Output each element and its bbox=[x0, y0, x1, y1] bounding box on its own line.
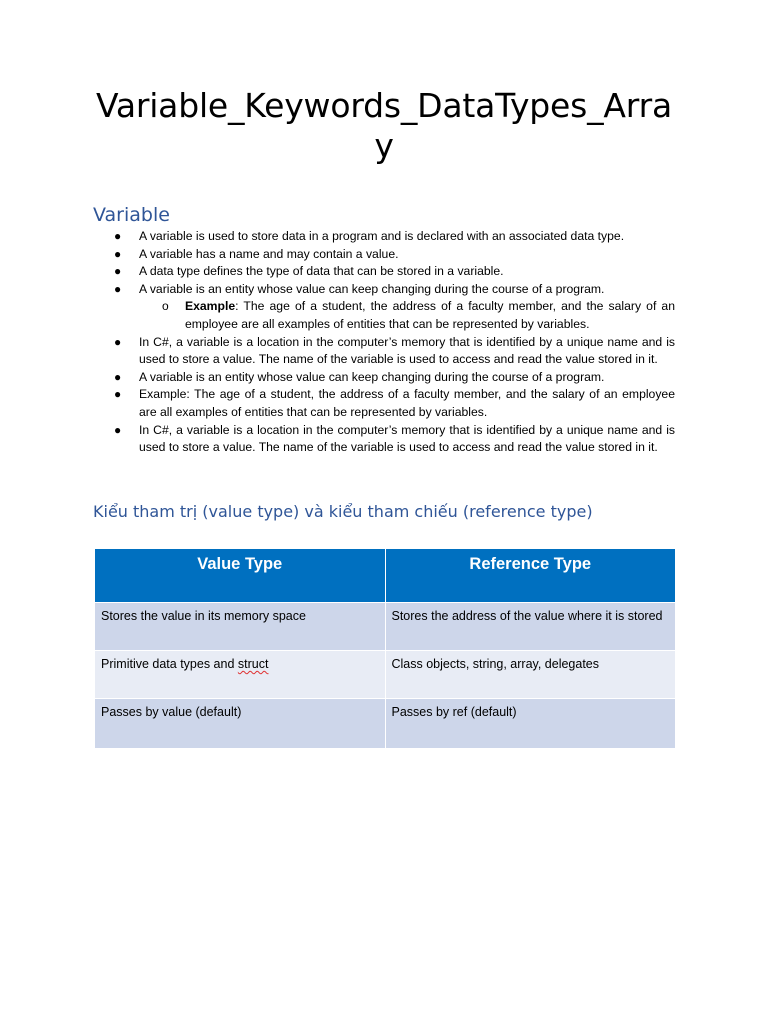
circle-bullet-icon: o bbox=[162, 299, 169, 314]
table-row bbox=[95, 699, 676, 749]
table-cell: Stores the address of the value where it is stored bbox=[385, 603, 676, 651]
section-heading-variable: Variable bbox=[93, 204, 170, 226]
bullet-icon: ● bbox=[114, 422, 122, 437]
table-cell: Stores the value in its memory space bbox=[95, 603, 386, 651]
table-header-row bbox=[95, 549, 676, 603]
section-heading-value-reference-types: Kiểu tham trị (value type) và kiểu tham chiếu (reference type) bbox=[93, 502, 593, 521]
bullet-icon: ● bbox=[114, 387, 122, 402]
bullet-item: ● A variable is used to store data in a program and is declared with an associated data type. bbox=[93, 228, 675, 246]
variable-bullet-list bbox=[93, 228, 675, 457]
bullet-item: ● A variable has a name and may contain a value. bbox=[93, 246, 675, 264]
bullet-item: ● A variable is an entity whose value can keep changing during the course of a program. bbox=[93, 369, 675, 387]
bullet-icon: ● bbox=[114, 229, 122, 243]
value-reference-type-table bbox=[94, 548, 676, 749]
bullet-item: ● In C#, a variable is a location in the computer’s memory that is identified by a unique name and is used to store a value. The name of the variable is used to access and read the value stored in it. bbox=[114, 334, 675, 367]
table-cell: Primitive data types and struct bbox=[95, 651, 386, 699]
table-header-value-type: Value Type bbox=[95, 549, 386, 603]
example-label: Example bbox=[185, 299, 236, 314]
bullet-icon: ● bbox=[114, 281, 122, 296]
table-row bbox=[95, 651, 676, 699]
bullet-item: ● A variable is an entity whose value can keep changing during the course of a program. o Example: The age of a student, the address of a faculty member, and the salary of an employee are all examples of entities that can be represented by variables. bbox=[93, 281, 675, 334]
bullet-icon: ● bbox=[114, 264, 122, 279]
bullet-item: ● A data type defines the type of data that can be stored in a variable. bbox=[93, 263, 675, 281]
bullet-icon: ● bbox=[114, 369, 122, 384]
bullet-item: ● Example: The age of a student, the address of a faculty member, and the salary of an employee are all examples of entities that can be represented by variables. bbox=[114, 387, 675, 419]
table-header-reference-type: Reference Type bbox=[385, 549, 676, 603]
spellcheck-underlined-word: struct bbox=[237, 657, 269, 671]
table-cell: Passes by ref (default) bbox=[385, 699, 676, 749]
bullet-icon: ● bbox=[114, 334, 122, 349]
bullet-icon: ● bbox=[114, 246, 122, 261]
table-cell: Class objects, string, array, delegates bbox=[385, 651, 676, 699]
table-cell: Passes by value (default) bbox=[95, 699, 386, 749]
document-title: Variable_Keywords_DataTypes_Array bbox=[96, 86, 672, 165]
bullet-item: ● In C#, a variable is a location in the computer’s memory that is identified by a unique name and is used to store a value. The name of the variable is used to access and read the value stored in it. bbox=[114, 422, 675, 455]
table-row bbox=[95, 603, 676, 651]
sub-bullet-list bbox=[139, 298, 675, 333]
sub-bullet-item: o Example: The age of a student, the address of a faculty member, and the salary of an employee are all examples of entities that can be represented by variables. bbox=[162, 299, 675, 331]
